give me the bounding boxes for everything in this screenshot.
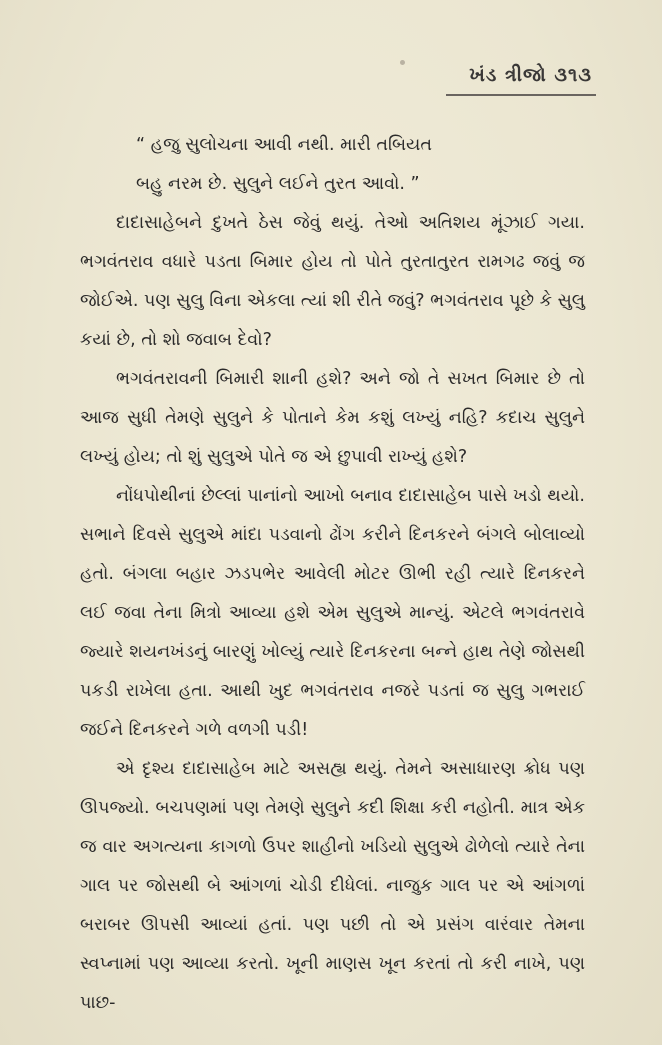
paragraph-4: એ દૃશ્ય દાદાસાહેબ માટે અસહ્ય થયું. તેમને અસાધારણ ક્રોધ પણ ઊપજ્યો. બચપણમાં પણ તેમણે સુલુને કદી શિક્ષા કરી નહોતી. માત્ર એક જ વાર અગત્યના કાગળો ઉપર શાહીનો ખડિયો સુલુએ ઢોળેલો ત્યારે તેના ગાલ પર જોસથી બે આંગળાં ચોડી દીધેલાં. નાજુક ગાલ પર એ આંગળાં બરાબર ઊપસી આવ્યાં હતાં. પણ પછી તો એ પ્રસંગ વારંવાર તેમના સ્વપ્નામાં પણ આવ્યા કરતો. ખૂની માણસ ખૂન કરતાં તો કરી નાખે, પણ પાછ- [80, 759, 585, 1013]
running-header: ખંડ ત્રીજો ૩૧૩ [469, 64, 592, 86]
quoted-message-line-2: બહુ નરમ છે. સુલુને લઈને તુરત આવો. ” [136, 174, 420, 194]
paragraph-1: દાદાસાહેબને દુખતે ઠેસ જેવું થયું. તેઓ અતિશય મૂંઝાઈ ગયા. ભગવંતરાવ વધારે પડતા બિમાર હોય તો પોતે તુરતાતુરત રામગઢ જવું જ જોઈએ. પણ સુલુ વિના એકલા ત્યાં શી રીતે જવું? ભગવંતરાવ પૂછે કે સુલુ કયાં છે, તો શો જવાબ દેવો? [80, 213, 585, 350]
header-underline [446, 94, 596, 96]
page-body [80, 126, 585, 1023]
paragraph-3: નોંધપોથીનાં છેલ્લાં પાનાંનો આખો બનાવ દાદાસાહેબ પાસે ખડો થયો. સભાને દિવસે સુલુએ માંદા પડવાનો ઢોંગ કરીને દિનકરને બંગલે બોલાવ્યો હતો. બંગલા બહાર ઝડપભેર આવેલી મોટર ઊભી રહી ત્યારે દિનકરને લઈ જવા તેના મિત્રો આવ્યા હશે એમ સુલુએ માન્યું. એટલે ભગવંતરાવે જ્યારે શયનખંડનું બારણું ખોલ્યું ત્યારે દિનકરના બન્ને હાથ તેણે જોસથી પકડી રાખેલા હતા. આથી ખુદ ભગવંતરાવ નજરે પડતાં જ સુલુ ગભરાઈ જઈને દિનકરને ગળે વળગી પડી! [80, 486, 585, 740]
paragraph-2: ભગવંતરાવની બિમારી શાની હશે? અને જો તે સખત બિમાર છે તો આજ સુધી તેમણે સુલુને કે પોતાને કેમ કશું લખ્યું નહિ? કદાચ સુલુને લખ્યું હોય; તો શું સુલુએ પોતે જ એ છુપાવી રાખ્યું હશે? [80, 369, 585, 467]
ink-speck [400, 60, 405, 65]
quoted-message-line-1: “ હજુ સુલોચના આવી નથી. મારી તબિયત [136, 135, 432, 155]
